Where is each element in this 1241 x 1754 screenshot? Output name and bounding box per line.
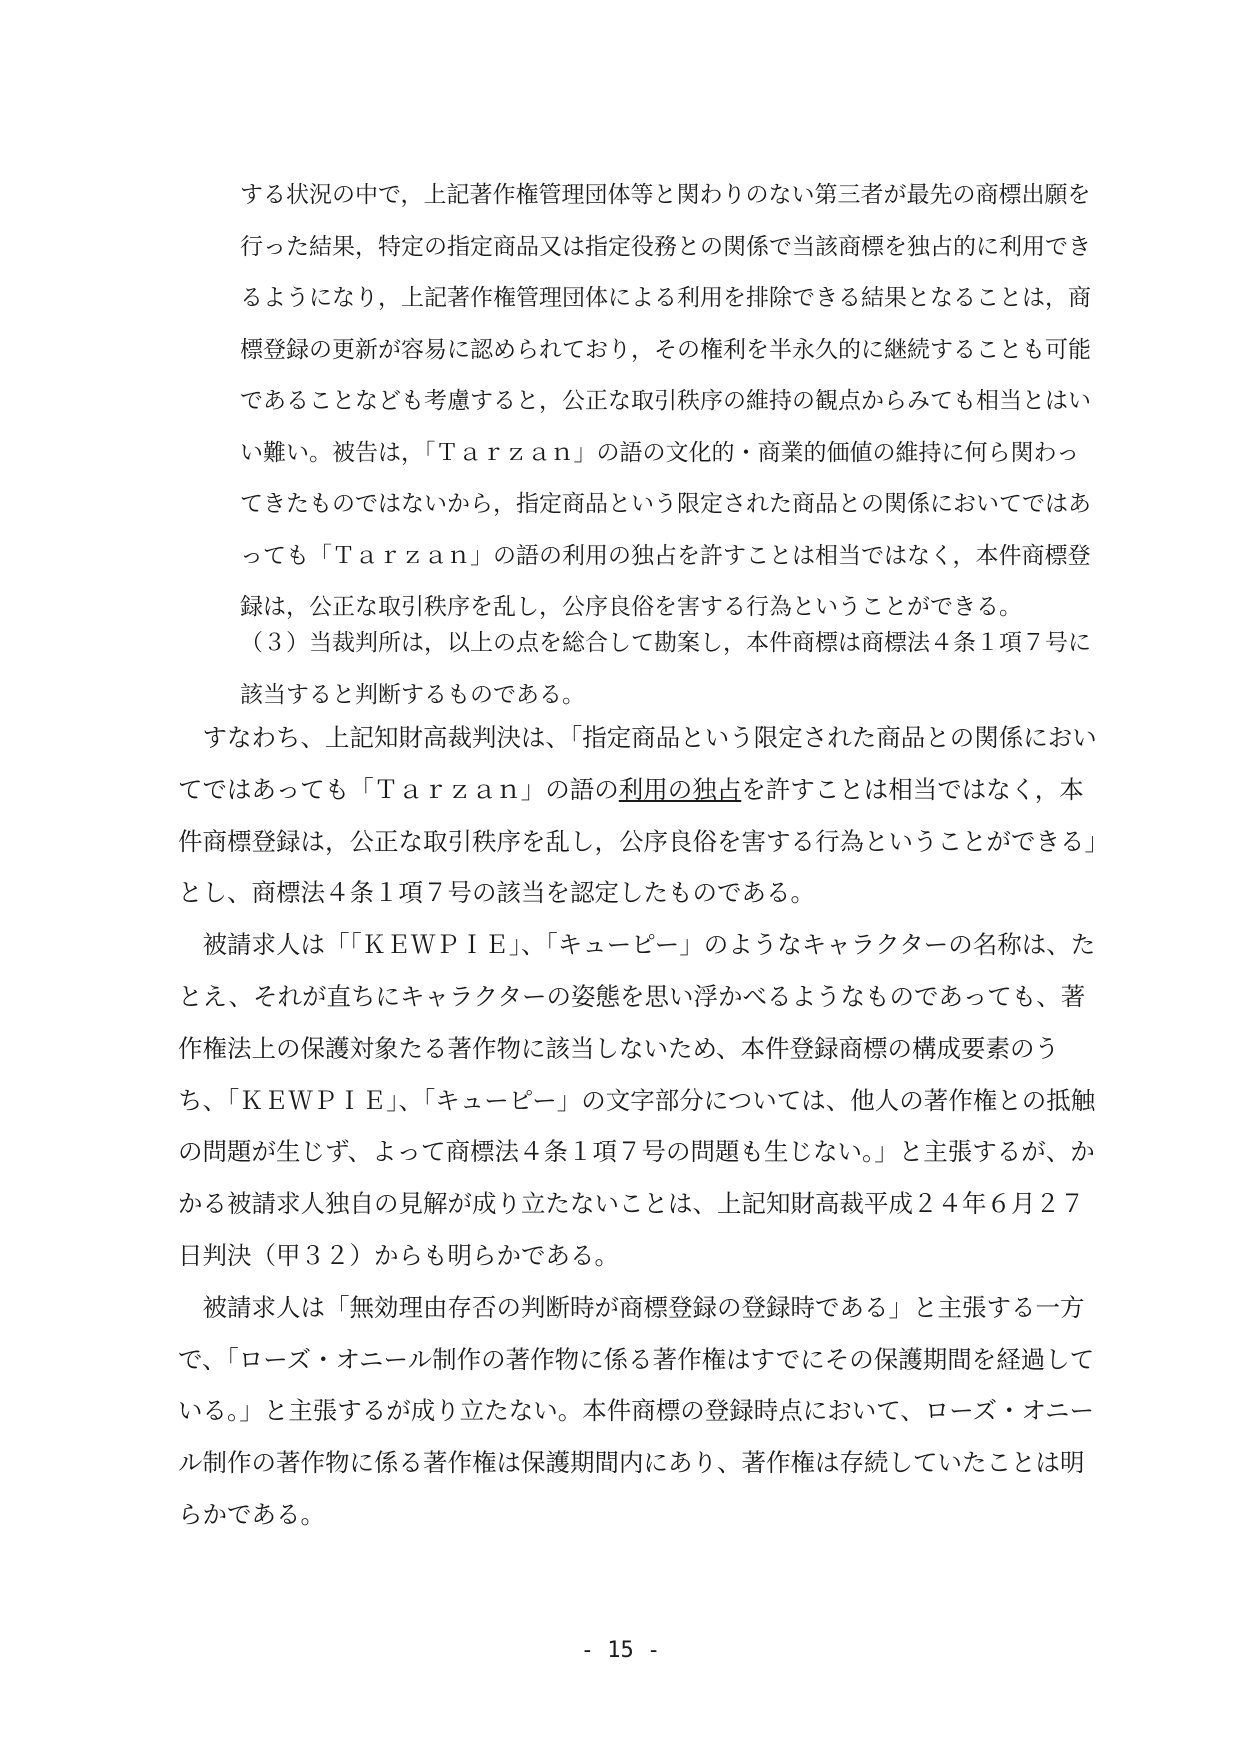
quote-paragraph-2-line-2: 該当すると判断するものである。 bbox=[240, 681, 585, 708]
page-number: - 15 - bbox=[580, 1638, 661, 1663]
body-paragraph-3: 被請求人は「無効理由存否の判断時が商標登録の登録時である」と主張する一方で、「ローズ・オニール制作の著作物に係る著作権はすでにその保護期間を経過している。」と主張するが成り立たない。本件商標の登録時点において、ローズ・オニール制作の著作物に係る著作権は保護期間内にあり、著作権は存続していたことは明らかである。 bbox=[178, 1292, 1095, 1529]
argument-body bbox=[178, 712, 1108, 1541]
body-paragraph-2: 被請求人は「「ＫＥＷＰＩＥ」、「キューピー」のようなキャラクターの名称は、たとえ、それが直ちにキャラクターの姿態を思い浮かべるようなものであっても、著作権法上の保護対象たる著作物に該当しないため、本件登録商標の構成要素のうち、「ＫＥＷＰＩＥ」、「キューピー」の文字部分については、他人の著作権との抵触の問題が生じず、よって商標法４条１項７号の問題も生じない。」と主張するが、かかる被請求人独自の見解が成り立たないことは、上記知財高裁平成２４年６月２７日判決（甲３２）からも明らかである。 bbox=[178, 930, 1096, 1270]
quote-paragraph-2-line-1: （３）当裁判所は，以上の点を総合して勘案し，本件商標は商標法４条１項７号に bbox=[240, 630, 1091, 656]
quoted-judgment-conclusion bbox=[240, 618, 1100, 721]
body-paragraph-1-tail: を許すことは相当ではなく，本件商標登録は，公正な取引秩序を乱し，公序良俗を害する行為ということができる」とし、商標法４条１項７号の該当を認定したものである。 bbox=[178, 774, 1097, 908]
underlined-phrase: 利用の独占 bbox=[618, 774, 742, 804]
body-paragraph-1 bbox=[178, 712, 1108, 919]
quoted-judgment-excerpt bbox=[240, 170, 1100, 634]
body-paragraph-1-lead: すなわち、上記知財高裁判決は、「指定商品という限定された商品との関係においてではあっても「Ｔａｒｚａｎ」の語の bbox=[178, 723, 1097, 804]
quote-paragraph-1: する状況の中で，上記著作権管理団体等と関わりのない第三者が最先の商標出願を行った結果，特定の指定商品又は指定役務との関係で当該商標を独占的に利用できるようになり，上記著作権管理団体による利用を排除できる結果となることは，商標登録の更新が容易に認められており，その権利を半永久的に継続することも可能であることなども考慮すると，公正な取引秩序の維持の観点からみても相当とはいい難い。被告は，「Ｔａｒｚａｎ」の語の文化的・商業的価値の維持に何ら関わってきたものではないから，指定商品という限定された商品との関係においてではあっても「Ｔａｒｚａｎ」の語の利用の独占を許すことは相当ではなく，本件商標登録は，公正な取引秩序を乱し，公序良俗を害する行為ということができる。 bbox=[240, 182, 1091, 620]
